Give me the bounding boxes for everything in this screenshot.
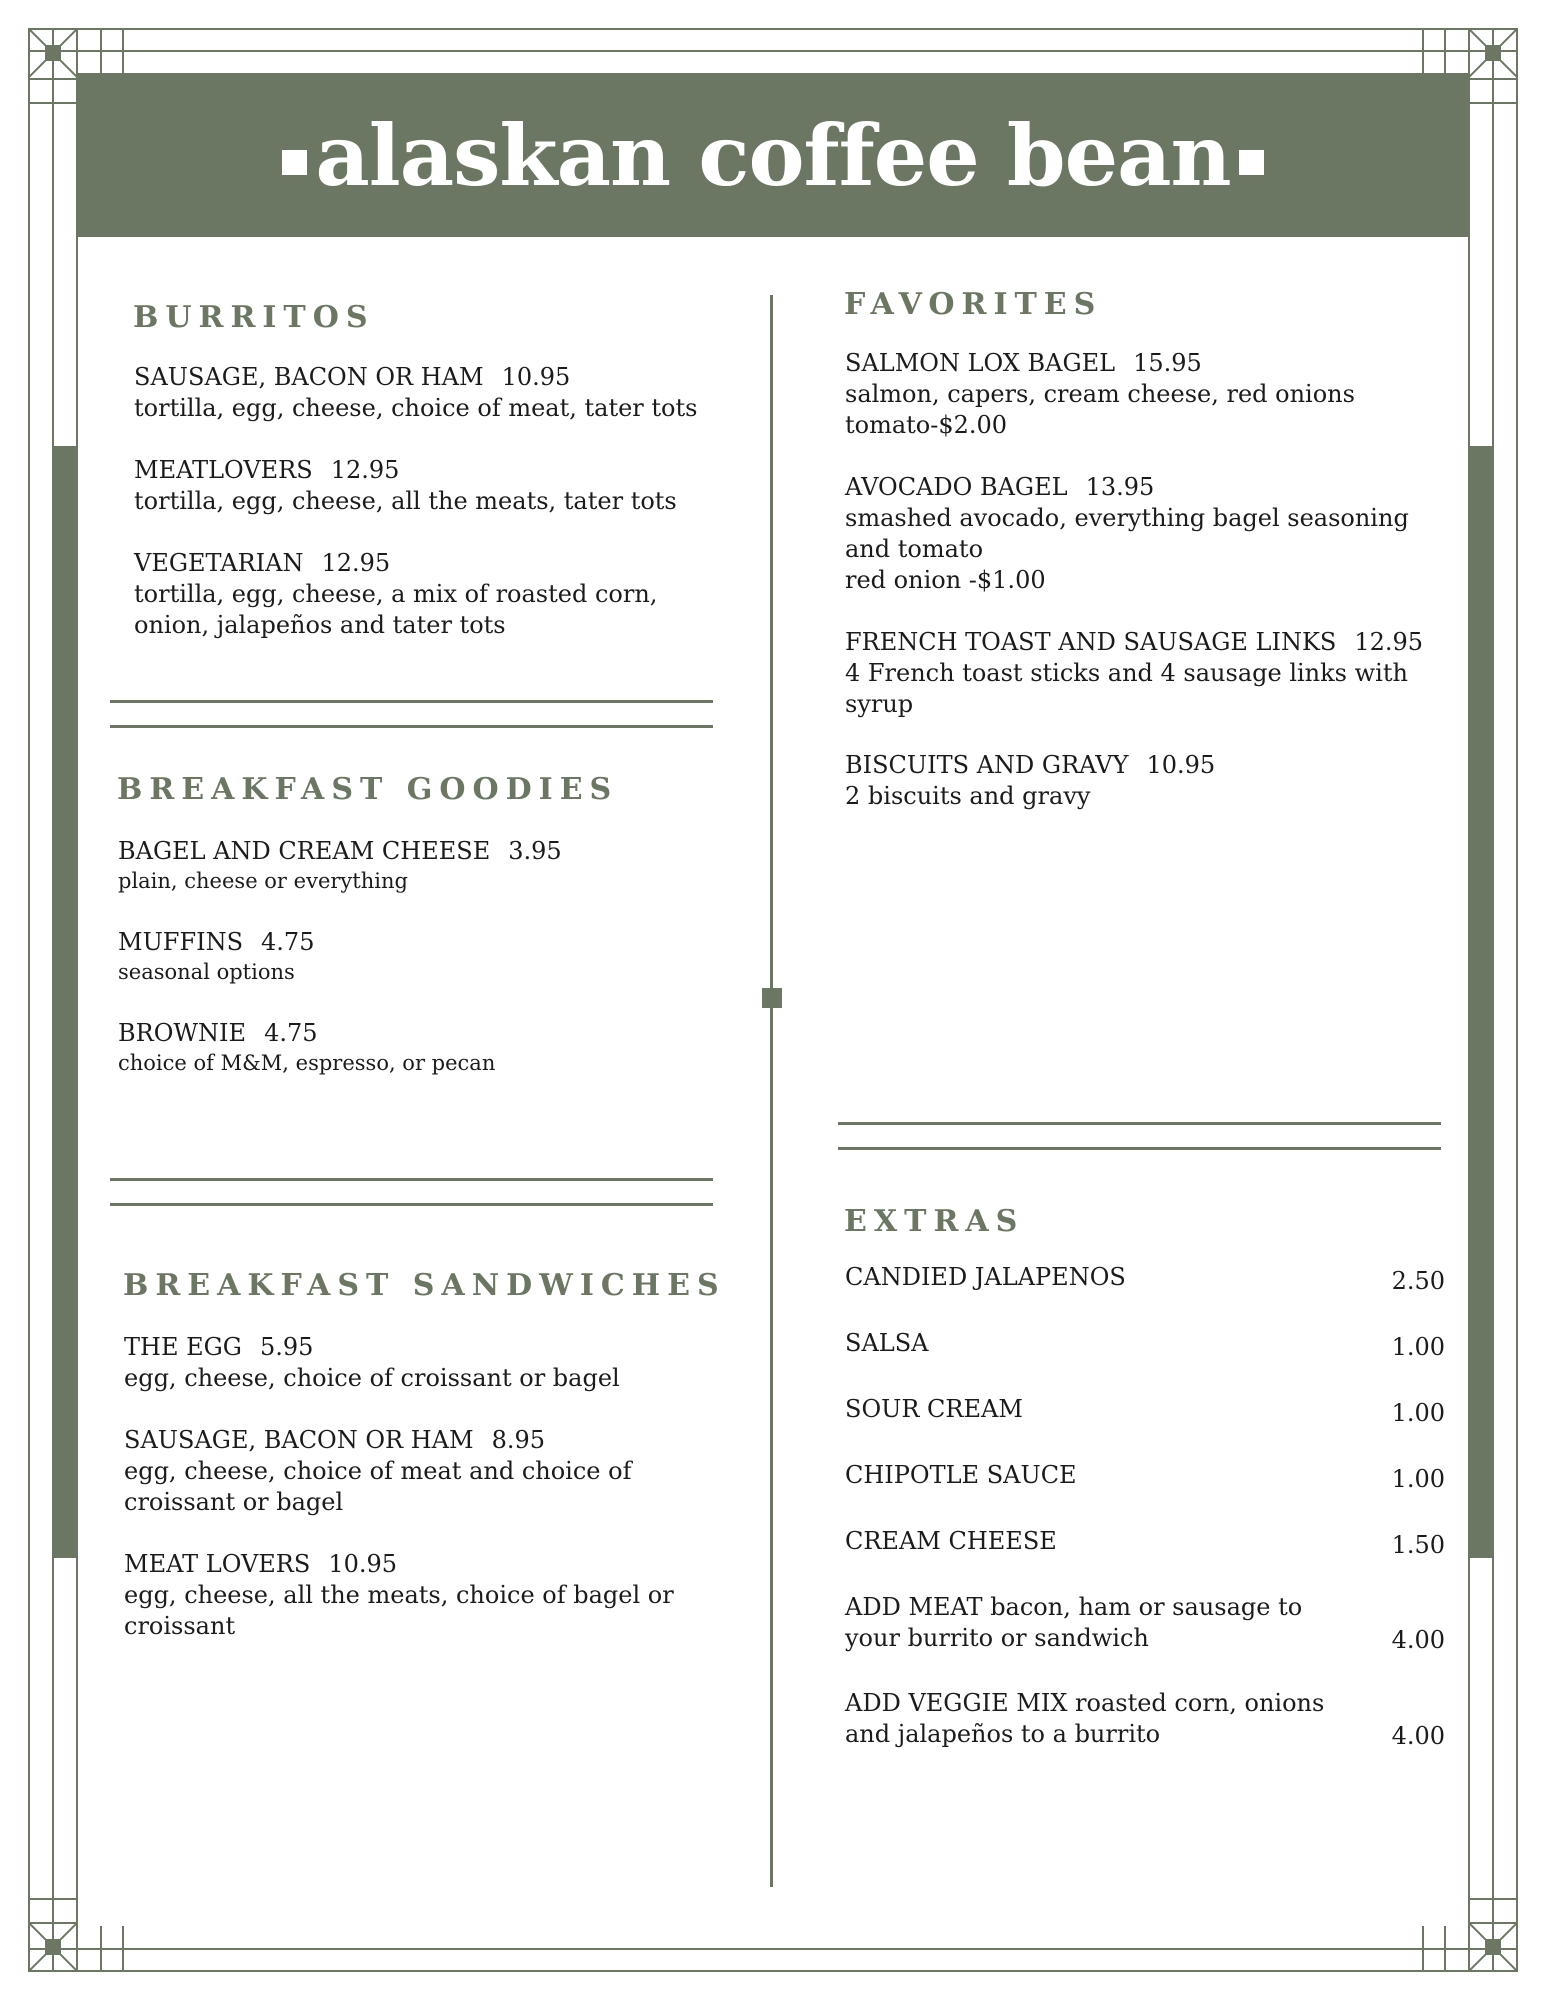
menu-item: VEGETARIAN 12.95 tortilla, egg, cheese, a mix of roasted corn, onion, jalapeños and tater tots: [134, 549, 658, 639]
menu-item: AVOCADO BAGEL 13.95 smashed avocado, everything bagel seasoning and tomato red onion -$1.00: [845, 473, 1409, 594]
section-title-breakfast-sandwiches: BREAKFAST SANDWICHES: [123, 1268, 726, 1303]
corner-ornament-icon: [1468, 28, 1518, 78]
section-title-extras: EXTRAS: [844, 1204, 1025, 1239]
extras-row: CREAM CHEESE 1.50: [845, 1527, 1445, 1559]
header-banner: [77, 73, 1469, 237]
extras-row: ADD VEGGIE MIX roasted corn, onions and jalapeños to a burrito 4.00: [845, 1689, 1445, 1750]
square-ornament-icon: [282, 150, 307, 175]
divider-square-icon: [762, 988, 782, 1008]
menu-item: BISCUITS AND GRAVY 10.95 2 biscuits and gravy: [845, 751, 1216, 810]
menu-item: BAGEL AND CREAM CHEESE 3.95 plain, cheese or everything: [118, 837, 562, 893]
extras-row: CANDIED JALAPENOS 2.50: [845, 1263, 1445, 1295]
section-title-favorites: FAVORITES: [844, 287, 1103, 322]
corner-ornament-icon: [28, 28, 78, 78]
menu-item: THE EGG 5.95 egg, cheese, choice of croissant or bagel: [124, 1333, 620, 1392]
corner-ornament-icon: [28, 1922, 78, 1972]
menu-item: BROWNIE 4.75 choice of M&M, espresso, or pecan: [118, 1019, 496, 1075]
extras-row: SALSA 1.00: [845, 1329, 1445, 1361]
menu-item: MEAT LOVERS 10.95 egg, cheese, all the meats, choice of bagel or croissant: [124, 1550, 674, 1640]
menu-item: SALMON LOX BAGEL 15.95 salmon, capers, cream cheese, red onions tomato-$2.00: [845, 349, 1355, 439]
menu-item: SAUSAGE, BACON OR HAM 10.95 tortilla, egg, cheese, choice of meat, tater tots: [134, 363, 698, 422]
section-rule: [110, 1203, 713, 1206]
right-side-band: [1470, 446, 1494, 1558]
extras-row: ADD MEAT bacon, ham or sausage to your burrito or sandwich 4.00: [845, 1593, 1445, 1654]
section-rule: [838, 1122, 1441, 1125]
section-title-burritos: BURRITOS: [133, 300, 375, 335]
corner-ornament-icon: [1468, 1922, 1518, 1972]
square-ornament-icon: [1239, 150, 1264, 175]
section-rule: [110, 1178, 713, 1181]
section-rule: [838, 1147, 1441, 1150]
section-rule: [110, 700, 713, 703]
menu-item: MEATLOVERS 12.95 tortilla, egg, cheese, all the meats, tater tots: [134, 456, 677, 515]
menu-item: SAUSAGE, BACON OR HAM 8.95 egg, cheese, choice of meat and choice of croissant or bagel: [124, 1426, 632, 1516]
menu-item: MUFFINS 4.75 seasonal options: [118, 928, 315, 984]
section-title-breakfast-goodies: BREAKFAST GOODIES: [117, 772, 619, 807]
column-divider: [770, 295, 773, 1887]
left-side-band: [52, 446, 76, 1558]
extras-row: CHIPOTLE SAUCE 1.00: [845, 1461, 1445, 1493]
extras-row: SOUR CREAM 1.00: [845, 1395, 1445, 1427]
section-rule: [110, 725, 713, 728]
menu-item: FRENCH TOAST AND SAUSAGE LINKS 12.95 4 French toast sticks and 4 sausage links with syrup: [845, 628, 1424, 718]
page-title: alaskan coffee bean: [274, 106, 1271, 205]
